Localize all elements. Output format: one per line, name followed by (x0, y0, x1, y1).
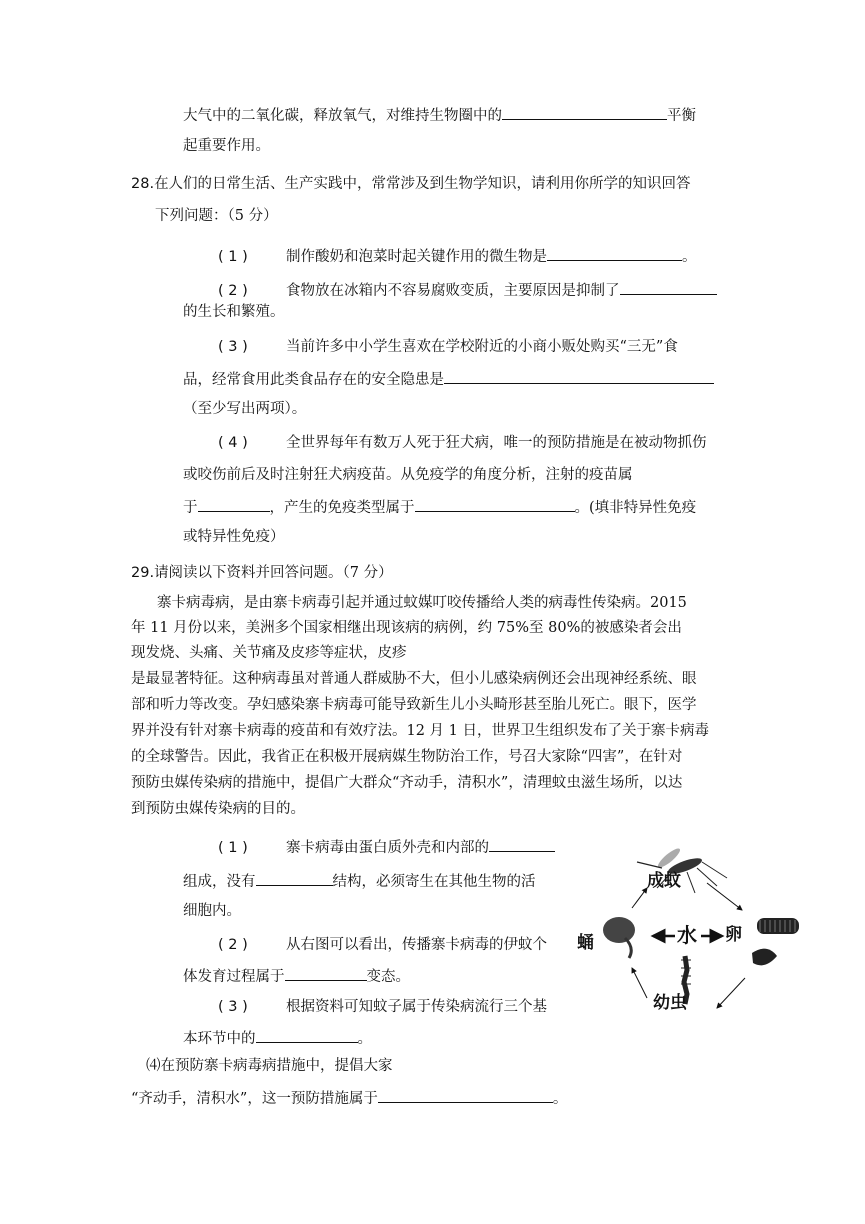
answer-blank[interactable] (198, 496, 270, 512)
answer-blank[interactable] (502, 104, 667, 120)
passage-line: 现发烧、头痛、关节痛及皮疹等症状，皮疹 (131, 645, 407, 661)
item-text: 。 (552, 1091, 568, 1107)
answer-blank[interactable] (256, 1027, 358, 1043)
item-text: 制作酸奶和泡菜时起关键作用的微生物是 (286, 249, 547, 265)
q28-stem-line2: 下列问题：（5 分） (155, 208, 278, 224)
q29-item2-cont (183, 965, 410, 987)
mosquito-lifecycle-diagram (577, 848, 802, 1028)
label-larva: 幼虫 (653, 993, 687, 1013)
item-label: ( 1 ) (218, 249, 248, 265)
item-text: 全世界每年有数万人死于狂犬病，唯一的预防措施是在被动物抓伤 (286, 435, 707, 451)
item-text: “齐动手，清积水”，这一预防措施属于 (131, 1091, 378, 1107)
label-water: 水 (677, 923, 697, 947)
item-label: ( 2 ) (218, 937, 248, 953)
item-text: 。 (357, 1031, 372, 1047)
item-text: 寨卡病毒由蛋白质外壳和内部的 (286, 840, 489, 856)
label-pupa: 蛹 (577, 933, 594, 953)
q29-item3 (218, 997, 547, 1017)
q27-line1-text: 大气中的二氧化碳，释放氧气，对维持生物圈中的 (183, 108, 502, 124)
q28-stem-line1 (131, 174, 691, 194)
answer-blank[interactable] (444, 368, 714, 384)
q28-item1 (218, 245, 697, 267)
answer-blank[interactable] (489, 836, 555, 852)
item-text: 。(填非特异性免疫 (574, 500, 697, 516)
passage-line: 预防虫媒传染病的措施中，提倡广大群众“齐动手，清积水”，清理蚊虫滋生场所，以达 (131, 775, 683, 791)
item-text: 变态。 (366, 969, 410, 985)
question-number: 29. (131, 565, 155, 581)
q28-item4-cont3: 或特异性免疫） (183, 529, 285, 545)
item-text: 当前许多中小学生喜欢在学校附近的小商小贩处购买“三无”食 (286, 339, 678, 355)
q28-item3-cont (183, 368, 714, 390)
item-text: 从右图可以看出，传播寨卡病毒的伊蚊个 (286, 937, 547, 953)
item-text: 本环节中的 (183, 1031, 256, 1047)
q29-item1 (218, 836, 555, 858)
q28-item4-cont: 或咬伤前后及时注射狂犬病疫苗。从免疫学的角度分析，注射的疫苗属 (183, 467, 633, 483)
q29-item2 (218, 935, 547, 955)
answer-blank[interactable] (378, 1087, 553, 1103)
q27-line1 (183, 104, 696, 126)
q28-item2 (218, 279, 717, 301)
q29-item3-cont (183, 1027, 372, 1049)
answer-blank[interactable] (415, 496, 575, 512)
item-label: ( 3 ) (218, 999, 248, 1015)
passage-line: 界并没有针对寨卡病毒的疫苗和有效疗法。12 月 1 日，世界卫生组织发布了关于寨卡病毒 (131, 723, 709, 739)
q29-item4-cont (131, 1087, 567, 1109)
item-text: 组成，没有 (183, 874, 256, 890)
q28-item3-cont2: （至少写出两项）。 (183, 401, 307, 417)
passage-line: 年 11 月份以来，美洲多个国家相继出现该病的病例，约 75%至 80%的被感染者会出 (131, 620, 682, 636)
q29-item4 (146, 1056, 393, 1076)
passage-line: 部和听力等改变。孕妇感染寨卡病毒可能导致新生儿小头畸形甚至胎儿死亡。眼下，医学 (131, 697, 697, 713)
item-text: 体发育过程属于 (183, 969, 285, 985)
answer-blank[interactable] (620, 279, 717, 295)
item-text: 在预防寨卡病毒病措施中，提倡大家 (160, 1058, 393, 1074)
label-egg: 卵 (725, 925, 742, 945)
label-adult: 成蚊 (647, 871, 681, 891)
answer-blank[interactable] (256, 870, 333, 886)
passage-line: 是最显著特征。这种病毒虽对普通人群威胁不大，但小儿感染病例还会出现神经系统、眼 (131, 671, 697, 687)
q29-stem-text: 请阅读以下资料并回答问题。（7 分） (154, 565, 393, 581)
item-text: 于 (183, 500, 198, 516)
item-tail: 。 (682, 249, 697, 265)
passage-line: 寨卡病毒病，是由寨卡病毒引起并通过蚊媒叮咬传播给人类的病毒性传染病。2015 (157, 595, 687, 611)
answer-blank[interactable] (547, 245, 682, 261)
q29-stem (131, 563, 393, 583)
item-text: 食物放在冰箱内不容易腐败变质，主要原因是抑制了 (286, 283, 620, 299)
item-text: 品，经常食用此类食品存在的安全隐患是 (183, 372, 444, 388)
q28-stem-text: 在人们的日常生活、生产实践中，常常涉及到生物学知识，请利用你所学的知识回答 (154, 176, 691, 192)
item-text: ，产生的免疫类型属于 (269, 500, 415, 516)
q28-item3 (218, 337, 678, 357)
q28-item4-cont2 (183, 496, 696, 518)
item-label: ( 1 ) (218, 840, 248, 856)
q29-item1-cont (183, 870, 536, 892)
q28-item2-cont: 的生长和繁殖。 (183, 304, 285, 320)
item-label: ( 2 ) (218, 283, 248, 299)
egg-raft-icon (757, 918, 799, 934)
larva-hatch-icon (752, 949, 777, 966)
item-label: ⑷ (146, 1058, 161, 1074)
pupa-icon (603, 917, 635, 958)
q27-line2: 起重要作用。 (183, 138, 270, 154)
q29-item1-cont2: 细胞内。 (183, 903, 241, 919)
question-number: 28. (131, 176, 155, 192)
q28-item4 (218, 433, 707, 453)
answer-blank[interactable] (285, 965, 367, 981)
passage-line: 到预防虫媒传染病的目的。 (131, 801, 305, 817)
item-label: ( 4 ) (218, 435, 248, 451)
passage-line: 的全球警告。因此，我省正在积极开展病媒生物防治工作，号召大家除“四害”，在针对 (131, 749, 683, 765)
item-text: 结构，必须寄生在其他生物的活 (332, 874, 536, 890)
item-label: ( 3 ) (218, 339, 248, 355)
q27-line1-tail: 平衡 (667, 108, 696, 124)
item-text: 根据资料可知蚊子属于传染病流行三个基 (286, 999, 547, 1015)
